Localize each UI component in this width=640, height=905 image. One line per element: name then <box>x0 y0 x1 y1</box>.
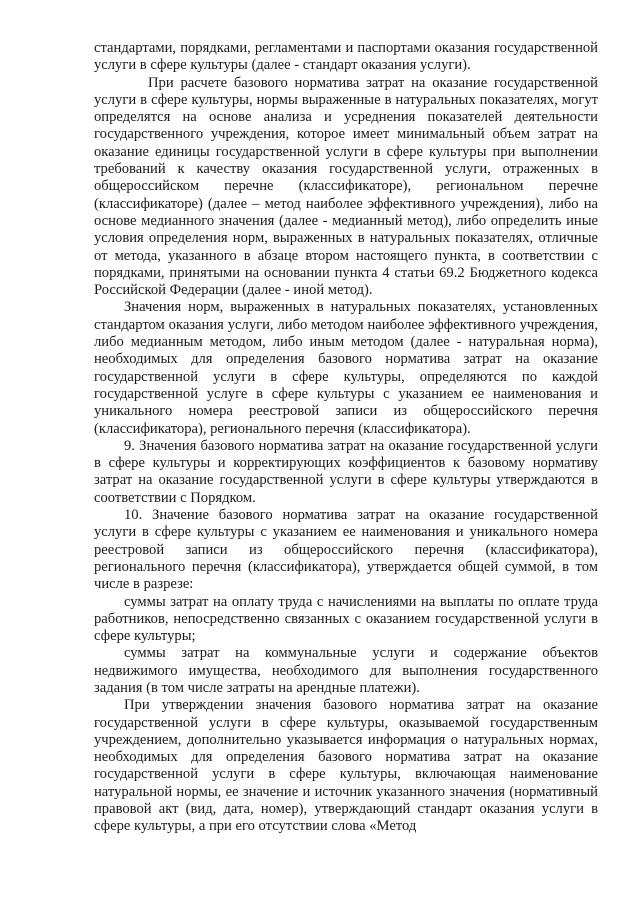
paragraph-utility-costs: суммы затрат на коммунальные услуги и содержание объектов недвижимого имущества, необходимого для выполнения государственного задания (в том числе затраты на арендные платежи). <box>94 645 598 696</box>
paragraph-natural-norms: Значения норм, выраженных в натуральных показателях, установленных стандартом оказания услуги, либо методом наиболее эффективного учреждения, либо медианным методом, либо иным методом (далее - натуральная норма), необходимых для определения базового норматива затрат на оказание государственной услуги в сфере культуры, определяются по каждой государственной услуге в сфере культуры с указанием ее наименования и уникального номера реестровой записи из общероссийского перечня (классификатора), регионального перечня (классификатора). <box>94 299 598 437</box>
paragraph-standard-continuation: стандартами, порядками, регламентами и паспортами оказания государственной услуги в сфере культуры (далее - стандарт оказания услуги). <box>94 40 598 74</box>
document-page <box>94 40 598 836</box>
paragraph-calculation-methods: При расчете базового норматива затрат на оказание государственной услуги в сфере культуры, нормы выраженные в натуральных показателях, могут определятся на основе анализа и усреднения показателей деятельности государственного учреждения, которое имеет минимальный объем затрат на оказание единицы государственной услуги в сфере культуры при выполнении требований к качеству оказания государственной услуги, отраженных в общероссийском перечне (классификаторе), региональном перечне (классификаторе) (далее – метод наиболее эффективного учреждения), либо на основе медианного значения (далее - медианный метод), либо определить иные условия определения норм, выраженных в натуральных показателях, отличные от метода, указанного в абзаце втором настоящего пункта, в соответствии с порядками, принятыми на основании пункта 4 статьи 69.2 Бюджетного кодекса Российской Федерации (далее - иной метод). <box>94 74 598 299</box>
paragraph-item-10: 10. Значение базового норматива затрат на оказание государственной услуги в сфере культуры с указанием ее наименования и уникального номера реестровой записи из общероссийского перечня (классификатора), регионального перечня (классификатора), утверждается общей суммой, в том числе в разрезе: <box>94 507 598 593</box>
paragraph-approval-info: При утверждении значения базового норматива затрат на оказание государственной услуги в сфере культуры, оказываемой государственным учреждением, дополнительно указывается информация о натуральных нормах, необходимых для определения базового норматива затрат на оказание государственной услуги в сфере культуры, включающая наименование натуральной нормы, ее значение и источник указанного значения (нормативный правовой акт (вид, дата, номер), утверждающий стандарт оказания услуги в сфере культуры, а при его отсутствии слова «Метод <box>94 697 598 835</box>
paragraph-labor-costs: суммы затрат на оплату труда с начислениями на выплаты по оплате труда работников, непосредственно связанных с оказанием государственной услуги в сфере культуры; <box>94 593 598 645</box>
paragraph-item-9: 9. Значения базового норматива затрат на оказание государственной услуги в сфере культуры и корректирующих коэффициентов к базовому нормативу затрат на оказание государственной услуги в сфере культуры утверждаются в соответствии с Порядком. <box>94 437 598 506</box>
